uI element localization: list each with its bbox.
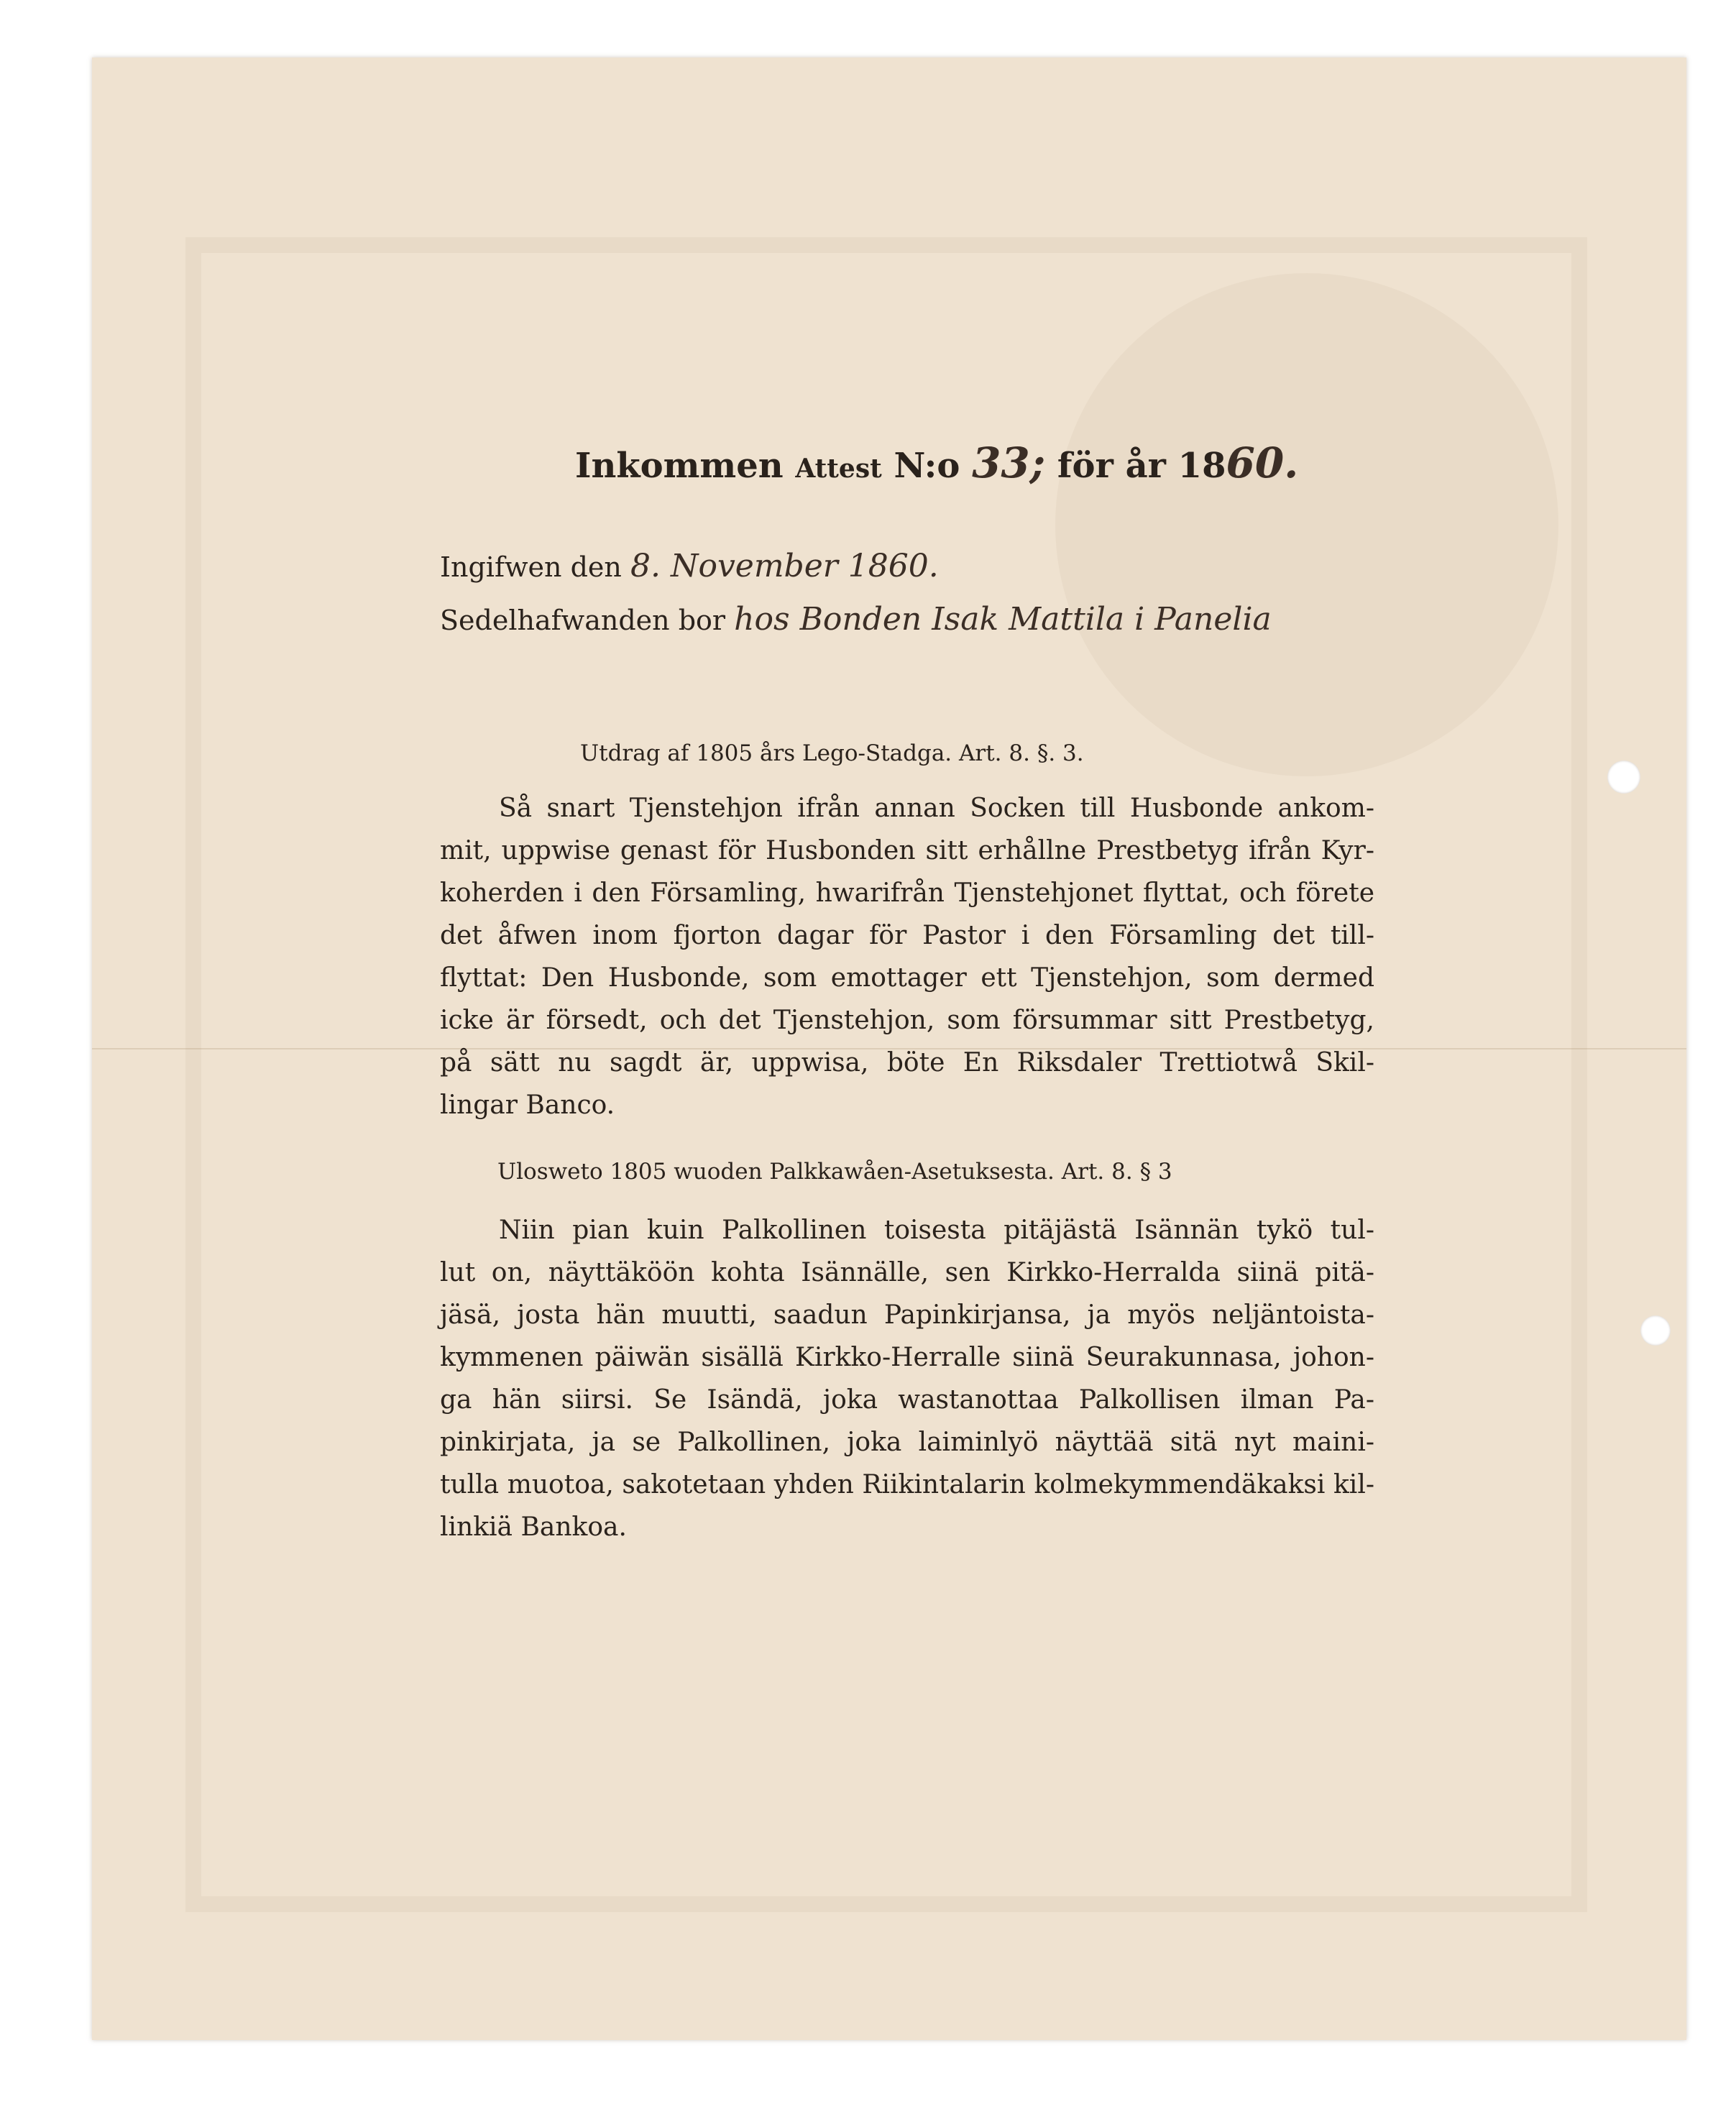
- residence-line: [440, 601, 1272, 638]
- swedish-extract-heading: Utdrag af 1805 års Lego-Stadga. Art. 8. §. 3.: [580, 740, 1084, 766]
- finnish-extract-paragraph: [440, 1209, 1374, 1548]
- paragraph-line: koherden i den Församling, hwarifrån Tjenstehjonet flyttat, och förete: [440, 878, 1374, 908]
- attest-number: 33;: [972, 438, 1046, 487]
- submitted-value: 8. November 1860.: [630, 548, 939, 584]
- title-year-suffix: 60.: [1226, 438, 1299, 487]
- title-attest: Attest: [795, 454, 882, 484]
- paragraph-line: lut on, näyttäköön kohta Isännälle, sen Kirkko-Herralda siinä pitä-: [440, 1258, 1374, 1287]
- punch-hole: [1640, 1315, 1671, 1346]
- finnish-extract-heading: Ulosweto 1805 wuoden Palkkawåen-Asetuksesta. Art. 8. § 3: [497, 1159, 1172, 1185]
- swedish-extract-paragraph: [440, 787, 1374, 1126]
- paragraph-line: linkiä Bankoa.: [440, 1512, 627, 1542]
- paragraph-line: pinkirjata, ja se Palkollinen, joka laiminlyö näyttää sitä nyt maini-: [440, 1428, 1374, 1457]
- paragraph-line: mit, uppwise genast för Husbonden sitt erhållne Prestbetyg ifrån Kyr-: [440, 836, 1374, 865]
- title-no-label: N:o: [894, 446, 960, 486]
- paragraph-line: jäsä, josta hän muutti, saadun Papinkirjansa, ja myös neljäntoista-: [440, 1300, 1374, 1330]
- residence-value: hos Bonden Isak Mattila i Panelia: [734, 601, 1272, 638]
- paragraph-line: det åfwen inom fjorton dagar för Pastor i den Församling det till-: [440, 921, 1374, 950]
- paragraph-line: lingar Banco.: [440, 1090, 615, 1120]
- title-prefix: Inkommen: [575, 446, 784, 486]
- residence-label: Sedelhafwanden bor: [440, 605, 726, 636]
- paragraph-line: ga hän siirsi. Se Isändä, joka wastanottaa Palkollisen ilman Pa-: [440, 1385, 1374, 1415]
- paragraph-line: Niin pian kuin Palkollinen toisesta pitäjästä Isännän tykö tul-: [499, 1216, 1374, 1245]
- title-year-label: för år 18: [1057, 446, 1226, 486]
- paragraph-line: Så snart Tjenstehjon ifrån annan Socken till Husbonde ankom-: [499, 794, 1374, 823]
- document-title: [575, 438, 1298, 487]
- paragraph-line: kymmenen päiwän sisällä Kirkko-Herralle siinä Seurakunnasa, johon-: [440, 1343, 1374, 1372]
- paragraph-line: tulla muotoa, sakotetaan yhden Riikintalarin kolmekymmendäkaksi kil-: [440, 1470, 1374, 1499]
- paragraph-line: icke är försedt, och det Tjenstehjon, som försummar sitt Prestbetyg,: [440, 1006, 1374, 1035]
- submitted-line: [440, 548, 939, 584]
- paragraph-line: flyttat: Den Husbonde, som emottager ett Tjenstehjon, som dermed: [440, 963, 1374, 993]
- submitted-label: Ingifwen den: [440, 551, 622, 583]
- bleed-through-seal: [1055, 273, 1558, 776]
- punch-hole: [1607, 761, 1640, 794]
- paragraph-line: på sätt nu sagdt är, uppwisa, böte En Riksdaler Trettiotwå Skil-: [440, 1048, 1374, 1078]
